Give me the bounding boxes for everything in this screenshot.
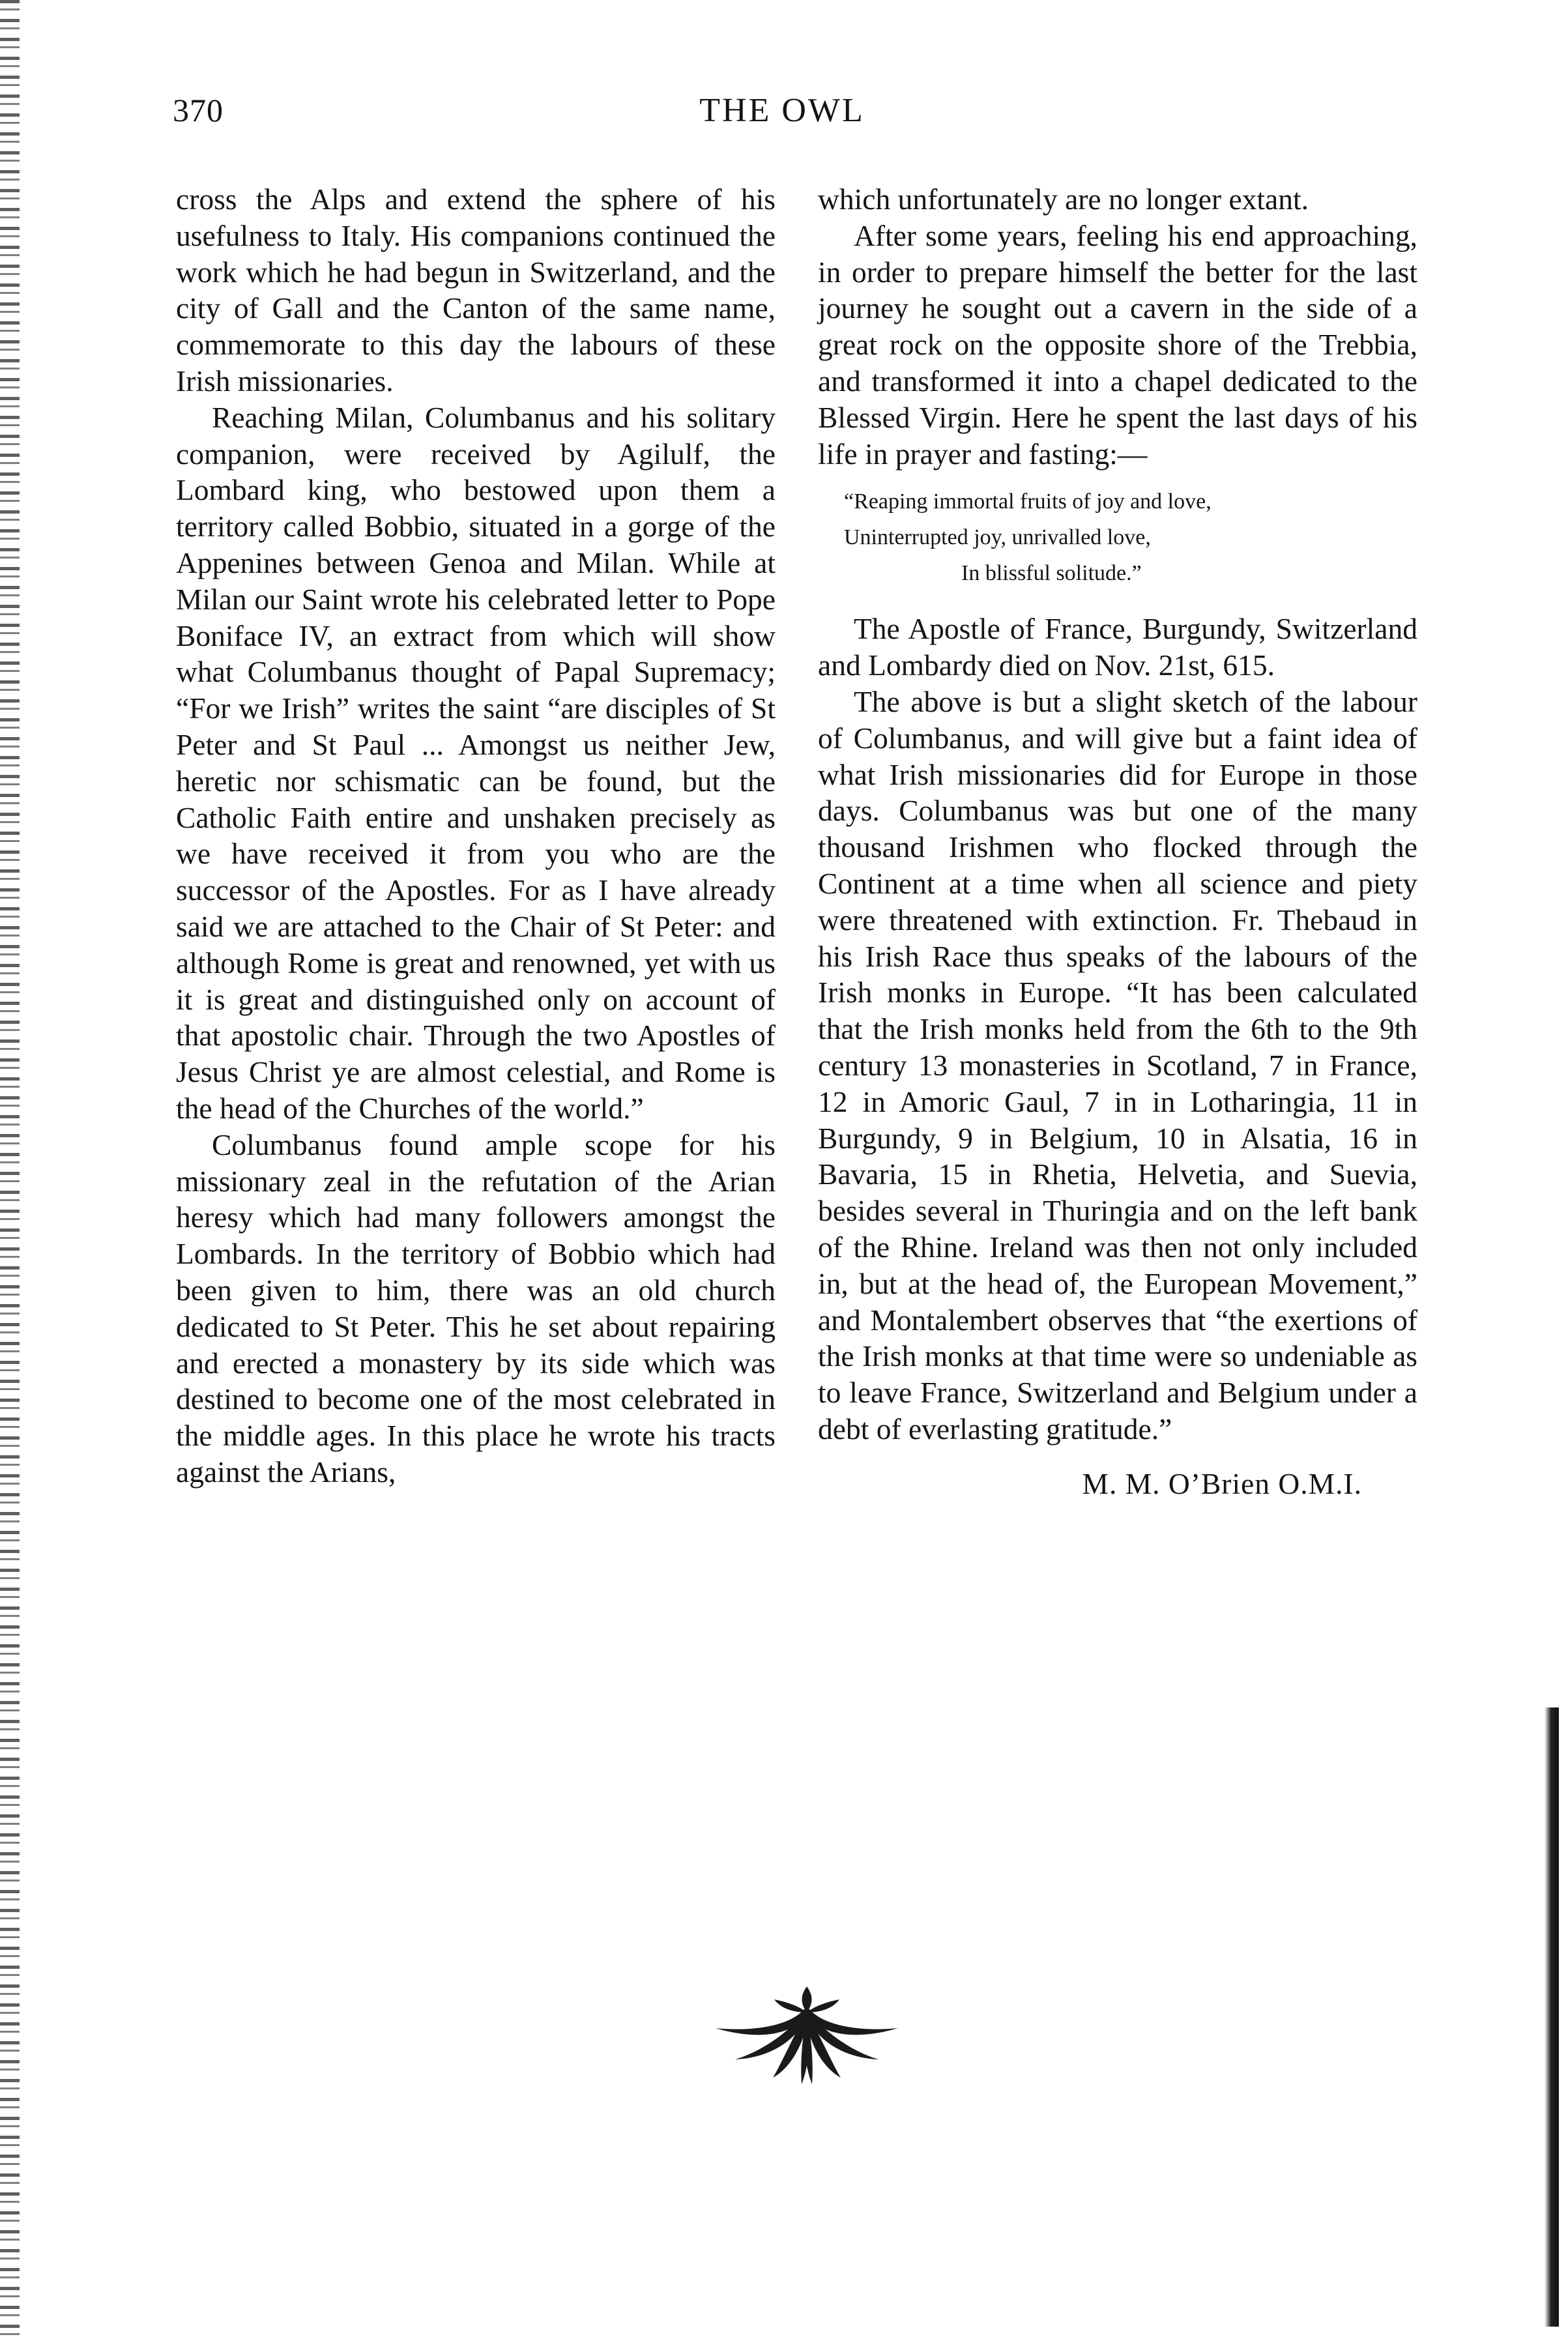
verse-line: “Reaping immortal fruits of joy and love,	[844, 489, 1212, 514]
verse-line: Uninterrupted joy, unrivalled love,	[844, 525, 1151, 550]
scan-edge-left	[0, 0, 20, 2339]
paragraph: cross the Alps and extend the sphere of his usefulness to Italy. His companions continued the work which he had begun in Switzerland, and the city of Gall and the Canton of the same name, commemorate to this day the labours of these Irish missionaries.	[176, 182, 776, 398]
paragraph: which unfortunately are no longer extant.	[818, 182, 1309, 216]
paragraph: After some years, feeling his end approaching, in order to prepare himself the better for the last journey he sought out a cavern in the side of a great rock on the opposite shore of the Trebbia, and transformed it into a chapel dedicated to the Blessed Virgin. Here he spent the last days of his life in prayer and fasting:—	[818, 218, 1417, 471]
scan-edge-right	[1545, 1707, 1559, 2327]
paragraph: The above is but a slight sketch of the labour of Columbanus, and will give but a faint idea of what Irish missionaries did for Europe in those days. Columbanus was but one of the many thousand Irishmen who flocked through the Continent at a time when all science and piety were threatened with extinction. Fr. Thebaud in his Irish Race thus speaks of the labours of the Irish monks in Europe. “It has been calculated that the Irish monks held from the 6th to the 9th century 13 monasteries in Scotland, 7 in France, 12 in Amoric Gaul, 7 in in Lotharingia, 11 in Burgundy, 9 in Belgium, 10 in Alsatia, 16 in Bavaria, 15 in Rhetia, Helvetia, and Suevia, besides several in Thuringia and on the left bank of the Rhine. Ireland was then not only included in, but at the head of, the European Movement,” and Montalembert observes that “the exertions of the Irish monks at that time were so undeniable as to leave France, Switzerland and Belgium under a debt of everlasting gratitude.”	[818, 684, 1417, 1446]
page-number: 370	[173, 92, 224, 128]
fleuron-icon	[716, 1986, 898, 2084]
column-right	[818, 181, 1417, 1502]
paragraph: Reaching Milan, Columbanus and his solitary companion, were received by Agilulf, the Lombard king, who bestowed upon them a territory called Bobbio, situated in a gorge of the Appenines between Genoa and Milan. While at Milan our Saint wrote his celebrated letter to Pope Boniface IV, an extract from which will show what Columbanus thought of Papal Supremacy; “For we Irish” writes the saint “are disciples of St Peter and St Paul ... Amongst us neither Jew, heretic nor schismatic can be found, but the Catholic Faith entire and unshaken precisely as we have received it from you who are the successor of the Apostles. For as I have already said we are attached to the Chair of St Peter: and although Rome is great and renowned, yet with us it is great and distinguished only on account of that apostolic chair. Through the two Apostles of Jesus Christ ye are almost celestial, and Rome is the head of the Churches of the world.”	[176, 400, 776, 1125]
running-head: THE OWL	[699, 92, 865, 129]
verse-line: In blissful solitude.”	[961, 561, 1142, 586]
paragraph: The Apostle of France, Burgundy, Switzerland and Lombardy died on Nov. 21st, 615.	[818, 612, 1417, 682]
verse-quotation	[818, 484, 1417, 591]
paragraph: Columbanus found ample scope for his missionary zeal in the refutation of the Arian heresy which had many followers amongst the Lombards. In the territory of Bobbio which had been given to him, there was an old church dedicated to St Peter. This he set about repairing and erected a monastery by its side which was destined to become one of the most celebrated in the middle ages. In this place he wrote his tracts against the Arians,	[176, 1127, 776, 1489]
column-left	[176, 181, 776, 1490]
author-signature: M. M. O’Brien O.M.I.	[1082, 1466, 1362, 1500]
